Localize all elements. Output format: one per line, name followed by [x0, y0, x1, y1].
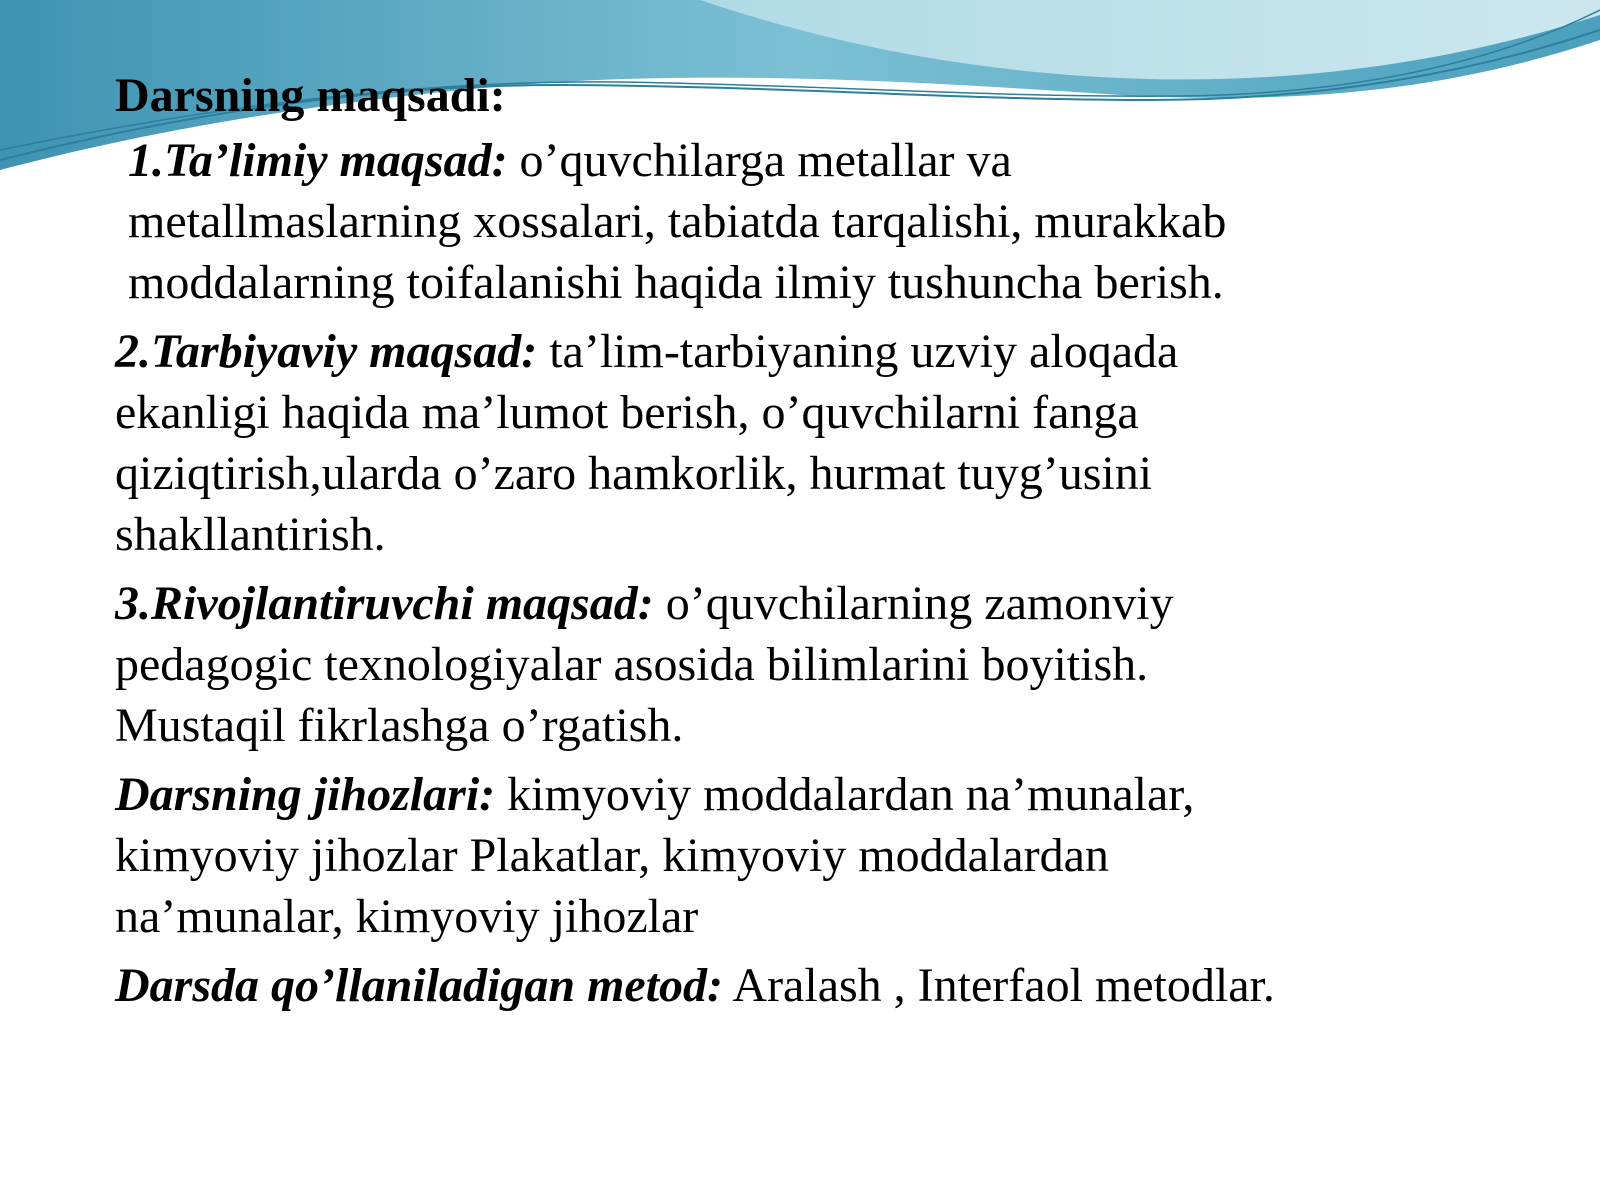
objective-developmental — [115, 573, 1555, 756]
lesson-equipment — [115, 764, 1555, 947]
objective-line: Mustaqil fikrlashga o’rgatish. — [115, 699, 684, 752]
objective-label: 3.Rivojlantiruvchi maqsad: — [115, 577, 654, 630]
objective-line: pedagogic texnologiyalar asosida bilimlarini boyitish. — [115, 638, 1149, 691]
objective-line: ekanligi haqida ma’lumot berish, o’quvchilarni fanga — [115, 386, 1139, 439]
objective-upbringing — [115, 321, 1555, 565]
objective-line: qiziqtirish,ularda o’zaro hamkorlik, hurmat tuyg’usini — [115, 447, 1153, 500]
objective-line: shakllantirish. — [115, 508, 386, 561]
slide-content — [115, 66, 1555, 1024]
lesson-method — [115, 955, 1555, 1016]
objective-line: ta’lim-tarbiyaning uzviy aloqada — [537, 325, 1179, 378]
objective-label: 2.Tarbiyaviy maqsad: — [115, 325, 538, 378]
method-label: Darsda qo’llaniladigan metod: — [115, 959, 724, 1012]
objective-educational — [115, 130, 1555, 313]
objective-label: 1.Ta’limiy maqsad: — [128, 134, 508, 187]
objective-line: metallmaslarning xossalari, tabiatda tarqalishi, murakkab — [128, 195, 1227, 248]
equipment-label: Darsning jihozlari: — [115, 768, 496, 821]
equipment-line: kimyoviy moddalardan na’munalar, — [495, 768, 1195, 821]
objective-line: o’quvchilarning zamonviy — [653, 577, 1174, 630]
objective-line: o’quvchilarga metallar va — [507, 134, 1012, 187]
slide-title: Darsning maqsadi: — [115, 69, 506, 122]
equipment-line: na’munalar, kimyoviy jihozlar — [115, 890, 699, 943]
objective-line: moddalarning toifalanishi haqida ilmiy tushuncha berish. — [128, 256, 1224, 309]
equipment-line: kimyoviy jihozlar Plakatlar, kimyoviy moddalardan — [115, 829, 1109, 882]
method-line: Aralash , Interfaol metodlar. — [723, 959, 1275, 1012]
